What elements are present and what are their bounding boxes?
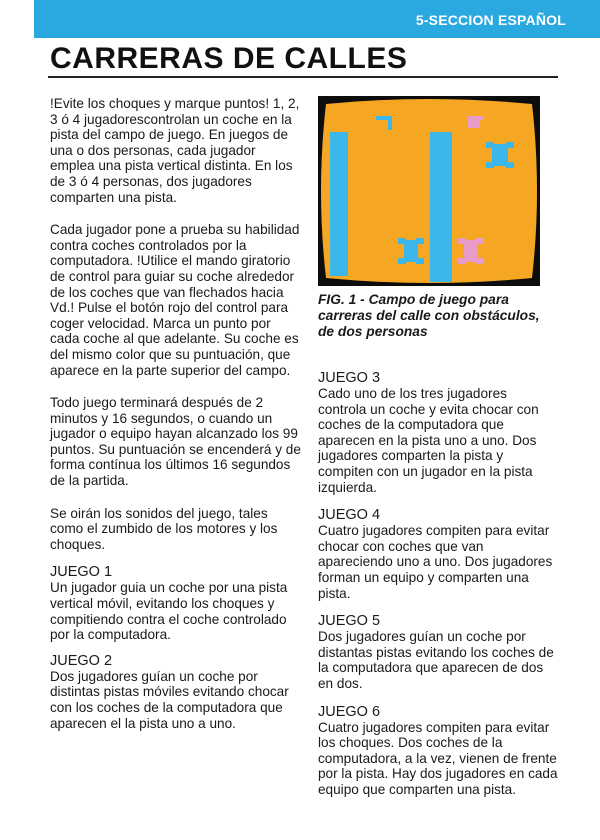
- game-section-6: [318, 704, 558, 798]
- game-text: Dos jugadores guían un coche por distantas pistas evitando los coches de la computadora que aparecen de dos en dos.: [318, 629, 554, 691]
- game-heading: JUEGO 6: [318, 703, 381, 720]
- game-field-illustration: [318, 96, 540, 286]
- game-section-5: [318, 613, 558, 691]
- page-title: CARRERAS DE CALLES: [50, 42, 408, 75]
- game-heading: JUEGO 5: [318, 613, 381, 630]
- game-field-figure: [318, 96, 540, 286]
- game-text: Dos jugadores guían un coche por distintas pistas móviles evitando chocar con los coches de la computadora que aparecen el la pista uno a uno.: [50, 668, 289, 731]
- game-heading: JUEGO 2: [50, 652, 113, 669]
- intro-paragraph: Se oirán los sonidos del juego, tales como el zumbido de los motores y los choques.: [50, 505, 278, 552]
- game-section-1: [50, 564, 302, 642]
- right-column: [318, 370, 558, 809]
- game-heading: JUEGO 4: [318, 507, 381, 524]
- game-text: Un jugador guia un coche por una pista vertical móvil, evitando los choques y compitiendo contra el coche controlado por la computadora.: [50, 580, 288, 643]
- left-lane: [330, 132, 348, 276]
- intro-paragraph: Todo juego terminará después de 2 minutos y 16 segundos, o cuando un jugador o equipo hayan alcanzado los 99 puntos. Su puntuación se encenderá y de forma contínua los últimos 16 segundos de la partida.: [50, 395, 301, 489]
- section-header-bar: [34, 0, 600, 38]
- intro-paragraph: !Evite los choques y marque puntos! 1, 2, 3 ó 4 jugadorescontrolan un coche en la pista del campo de juego. En juegos de una o dos personas, cada jugador emplea una pista vertical distinta. En los de 3 ó 4 personas, dos jugadores comparten una pista.: [50, 96, 300, 205]
- left-column: [50, 96, 302, 741]
- tv-screen: [321, 99, 537, 283]
- game-section-3: [318, 370, 558, 495]
- game-heading: JUEGO 1: [50, 564, 113, 581]
- title-rule: [48, 76, 558, 78]
- game-text: Cuatro jugadores compiten para evitar chocar con coches que van apareciendo uno a uno. Dos jugadores forman un equipo y comparten una pista.: [318, 523, 553, 601]
- game-heading: JUEGO 3: [318, 370, 381, 386]
- game-section-4: [318, 507, 558, 601]
- center-lane: [430, 132, 452, 282]
- game-section-2: [50, 653, 302, 731]
- intro-paragraph: Cada jugador pone a prueba su habilidad contra coches controlados por la computadora. !Utilice el mando giratorio de control para guiar su coche alrededor de los coches que van flechados hacia Vd.! Pulse el botón rojo del control para coger velocidad. Marca un punto por cada coche al que adelante. Su coche es del mismo color que su puntuación, que aparece en la parte superior del campo.: [50, 222, 300, 378]
- game-text: Cado uno de los tres jugadores controla un coche y evita chocar con coches de la computadora que aparecen en la pista uno a uno. Dos jugadores comparten la pista y compiten con un jugador en la pista izquierda.: [318, 386, 539, 495]
- game-text: Cuatro jugadores compiten para evitar los choques. Dos coches de la computadora, a la vez, vienen de frente por la pista. Hay dos jugadores en cada equipo que comparten una pista.: [318, 719, 558, 797]
- section-label: 5-SECCION ESPAÑOL: [415, 12, 566, 28]
- figure-caption: FIG. 1 - Campo de juego para carreras del calle con obstáculos, de dos personas: [318, 292, 540, 339]
